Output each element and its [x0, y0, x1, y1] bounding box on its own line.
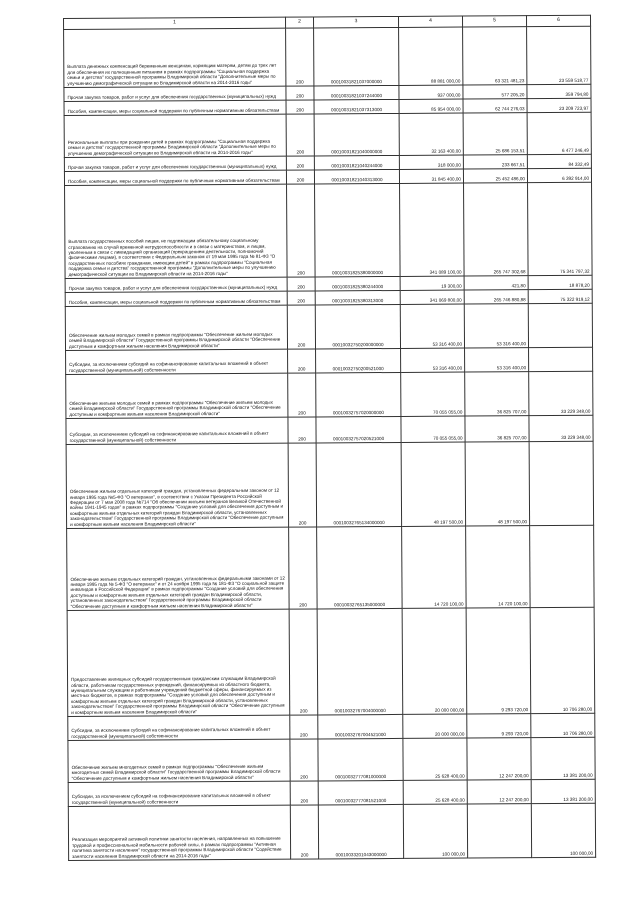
budget-code-cell: 00010031821040313000	[314, 169, 399, 184]
executed-amount-cell: 62 744 276,03	[463, 99, 527, 113]
approved-amount-cell: 937 000,00	[399, 85, 463, 99]
approved-amount-cell: 341 069 800,00	[400, 290, 464, 304]
budget-code-cell: 00010031821037244000	[314, 85, 399, 100]
remaining-amount-cell: 13 381 200,00	[531, 779, 595, 803]
remaining-amount-cell: 84 332,49	[527, 154, 591, 168]
executed-amount-cell: 265 747 302,68	[464, 183, 529, 276]
description-cell: Региональные выплаты при рождении детей в рамках подпрограммы "Социальная поддержка семьи и детства" государственной программы Владимирской области "Дополнительные меры по улучшению демографической ситуации во Владимирской области на 2014-2016 годы"	[64, 114, 286, 157]
column-header: 2	[285, 17, 313, 28]
executed-amount-cell: 48 197 500,00	[465, 442, 530, 526]
budget-code-cell: 00010032777081000000	[318, 738, 403, 781]
description-cell: Обеспечение жильем отдельных категорий граждан, установленных федеральными законами от 12 января 1995 года № 5-ФЗ "О ветеранах" и от 24 ноября 1995 года № 181-ФЗ "О социальной защите инвалидов в Российской Федерации" в рамках подпрограммы "Создание условий для обеспечения доступным и комфортным жильем отдельных категорий граждан Владимирской области, установленных законодательством" Государственной программы Владимирской области "Обеспечение доступным и комфортным жильем населения Владимирской области"	[67, 527, 289, 610]
budget-code-cell: 00010033201043000000	[318, 804, 403, 859]
executed-amount-cell: 577 205,20	[463, 85, 527, 99]
approved-amount-cell: 341 089 100,00	[400, 183, 465, 276]
line-code-cell: 200	[286, 170, 314, 184]
line-code-cell: 200	[290, 739, 318, 781]
description-cell: Прочая закупка товаров, работ и услуг для обеспечения государственных (муниципальных) нужд	[65, 277, 287, 292]
remaining-amount-cell: 359 794,80	[527, 84, 591, 98]
executed-amount-cell	[467, 804, 531, 858]
table-row	[65, 182, 593, 278]
approved-amount-cell: 19 300,00	[400, 276, 464, 290]
budget-code-cell: 00010031825380313000	[315, 290, 400, 305]
budget-code-cell: 00010032765134000000	[316, 442, 402, 527]
remaining-amount-cell	[530, 525, 594, 607]
executed-amount-cell: 25 686 153,51	[463, 113, 527, 155]
table-row	[68, 713, 595, 740]
remaining-amount-cell: 75 341 797,32	[528, 182, 593, 275]
remaining-amount-cell: 100 000,00	[531, 803, 595, 857]
executed-amount-cell: 9 293 720,00	[467, 714, 531, 738]
table-row	[68, 779, 595, 806]
approved-amount-cell: 20 000 000,00	[402, 608, 467, 714]
description-cell: Пособия, компенсации, меры социальной поддержки по публичным нормативным обязательствам	[64, 100, 286, 115]
line-code-cell: 200	[288, 349, 316, 373]
remaining-amount-cell: 13 381 200,00	[531, 737, 595, 779]
description-cell: Выплата государственных пособий лицам, не подлежащим обязательному социальному страхованию на случай временной нетрудоспособности и в связи с материнством, и лицам, уволенным в связи с ликвидацией организаций (прекращением деятельности, полномочий физическими лицами), в соответствии с Федеральным законом от 19 мая 1995 года № 81-ФЗ "О государственных пособиях гражданам, имеющим детей" в рамках подпрограммы "Социальная поддержка семьи и детства" государственной программы "Дополнительные меры по улучшению демографической ситуации во Владимирской области на 2014-2016 годы"	[65, 184, 288, 278]
document-page	[63, 15, 595, 861]
budget-code-cell: 00010032757020521000	[316, 416, 401, 443]
table-row	[66, 371, 593, 418]
table-row	[66, 415, 593, 444]
executed-amount-cell: 9 293 720,00	[466, 608, 531, 714]
line-code-cell: 200	[286, 156, 314, 170]
executed-amount-cell: 265 746 880,88	[464, 290, 528, 304]
remaining-amount-cell	[529, 441, 594, 525]
description-cell: Предоставление жилищных субсидий государственным гражданским служащим Владимирской области, работникам государственных учреждений, финансируемых из областного бюджета, муниципальным служащим и работникам учреждений бюджетной сферы, финансируемых из местных бюджетов, в рамках подпрограммы "Создание условий для обеспечения доступным и комфортным жильем отдельных категорий граждан Владимирской области, установленных законодательством" Государственной программы Владимирской области "Обеспечение доступным и комфортным жильем населения Владимирской области"	[67, 609, 290, 716]
line-code-cell: 200	[290, 781, 318, 805]
description-cell: Субсидии, за исключением субсидий на софинансирование капитальных вложений в объект государственной (муниципальной) собственности	[68, 715, 290, 740]
executed-amount-cell: 25 452 486,00	[463, 169, 527, 183]
executed-amount-cell: 233 667,51	[463, 155, 527, 169]
remaining-amount-cell: 23 209 723,97	[527, 98, 591, 112]
column-header: 6	[526, 15, 590, 26]
table-row	[64, 112, 591, 157]
line-code-cell: 200	[288, 443, 317, 527]
remaining-amount-cell: 6 392 914,00	[527, 168, 591, 182]
approved-amount-cell: 20 000 000,00	[403, 714, 467, 738]
table-row	[68, 737, 595, 782]
budget-code-cell: 00010031821040000000	[314, 113, 399, 156]
approved-amount-cell: 70 055 055,00	[401, 416, 465, 442]
remaining-amount-cell: 75 322 919,12	[528, 289, 592, 303]
remaining-amount-cell: 33 229 348,00	[529, 371, 593, 415]
executed-amount-cell: 53 316 400,00	[464, 304, 528, 348]
executed-amount-cell: 36 825 707,00	[465, 372, 529, 416]
budget-table	[63, 15, 596, 861]
description-cell: Обеспечение жильем молодых семей в рамках подпрограммы "Обеспечение жильем молодых семей Владимирской области" Государственной программы Владимирской области "Обеспечение доступным и комфортным жильем населения Владимирской области"	[66, 373, 288, 418]
line-code-cell: 200	[286, 100, 314, 114]
description-cell: Субсидии, за исключением субсидий на софинансирование капитальных вложений в объект государственной (муниципальной) собственности	[66, 349, 288, 374]
approved-amount-cell: 318 000,00	[399, 155, 463, 169]
executed-amount-cell: 14 720 100,00	[466, 526, 530, 608]
executed-amount-cell: 12 247 200,00	[467, 738, 531, 780]
description-cell: Субсидии, за исключением субсидий на софинансирование капитальных вложений в объект государственной (муниципальной) собственности	[66, 417, 288, 444]
remaining-amount-cell: 33 229 348,00	[529, 415, 593, 441]
remaining-amount-cell: 23 559 518,77	[527, 26, 591, 84]
budget-code-cell: 00010032765135000000	[317, 526, 402, 609]
line-code-cell: 200	[287, 277, 315, 291]
table-row	[67, 525, 594, 610]
line-code-cell: 200	[288, 373, 316, 417]
budget-code-cell: 00010031821040244000	[314, 155, 399, 170]
description-cell: Реализация мероприятий активной политики занятости населения, направленных на повышение трудовой и профессиональной мобильности рабочей силы, в рамках подпрограммы "Активная политика занятости населения" государственной программы Владимирской области "Содействие занятости населения Владимирской области на 2014-2016 годы"	[68, 805, 290, 860]
description-cell: Прочая закупка товаров, работ и услуг для обеспечения государственных (муниципальных) нужд	[64, 86, 286, 101]
executed-amount-cell: 63 321 481,23	[463, 27, 527, 85]
remaining-amount-cell	[529, 347, 593, 371]
budget-code-cell: 00010031825380244000	[315, 276, 400, 291]
line-code-cell: 200	[286, 86, 314, 100]
table-row	[64, 26, 591, 87]
approved-amount-cell: 88 881 000,00	[399, 27, 463, 85]
budget-code-cell: 00010031825380000000	[315, 183, 401, 277]
line-code-cell: 200	[289, 609, 318, 715]
remaining-amount-cell: 10 706 280,00	[530, 607, 595, 713]
budget-code-cell: 00010032750200521000	[316, 348, 401, 373]
description-cell: Прочая закупка товаров, работ и услуг для обеспечения государственных (муниципальных) нужд	[64, 156, 286, 171]
line-code-cell: 200	[287, 184, 316, 277]
approved-amount-cell: 31 845 400,00	[399, 169, 463, 183]
remaining-amount-cell	[528, 303, 592, 347]
executed-amount-cell: 421,80	[464, 276, 528, 290]
executed-amount-cell: 53 316 400,00	[465, 348, 529, 372]
budget-code-cell: 00010031821037313000	[314, 99, 399, 114]
approved-amount-cell: 70 055 055,00	[401, 372, 465, 416]
remaining-amount-cell: 6 477 246,49	[527, 112, 591, 154]
column-header: 4	[398, 16, 462, 27]
table-row	[65, 303, 592, 350]
budget-code-cell: 00010032777081521000	[318, 780, 403, 805]
approved-amount-cell: 53 316 400,00	[400, 304, 464, 348]
line-code-cell: 200	[288, 417, 316, 443]
description-cell: Пособия, компенсации, меры социальной поддержки по публичным нормативным обязательствам	[64, 170, 286, 185]
approved-amount-cell: 14 720 100,00	[402, 526, 466, 608]
description-cell: Обеспечение жильем молодых семей в рамках подпрограммы "Обеспечение жильем молодых семей Владимирской области" Государственной программы Владимирской области "Обеспечение доступным и комфортным жильем населения Владимирской области"	[65, 305, 287, 350]
line-code-cell: 200	[290, 805, 318, 859]
approved-amount-cell: 48 197 500,00	[401, 442, 466, 526]
budget-code-cell: 00010032767004000000	[317, 608, 403, 715]
approved-amount-cell: 53 316 400,00	[401, 348, 465, 372]
column-header: 1	[64, 17, 286, 29]
table-row	[66, 441, 594, 528]
line-code-cell: 200	[287, 291, 315, 305]
description-cell: Субсидии, за исключением субсидий на софинансирование капитальных вложений в объект государственной (муниципальной) собственности	[68, 781, 290, 806]
line-code-cell: 200	[286, 114, 314, 156]
executed-amount-cell: 12 247 200,00	[467, 780, 531, 804]
approved-amount-cell: 85 954 000,00	[399, 99, 463, 113]
description-cell: Выплата денежных компенсаций беременным женщинам, кормящим матерям, детям до трех лет для обеспечения их полноценным питанием в рамках подпрограммы "Социальная поддержка семьи и детства" государственной программы Владимирской области "Дополнительные меры по улучшению демографической ситуации во Владимирской области на 2014-2016 годы"	[64, 28, 286, 87]
remaining-amount-cell: 10 706 280,00	[531, 713, 595, 737]
column-header: 5	[462, 16, 526, 27]
budget-code-cell: 00010032750200000000	[315, 304, 400, 349]
budget-code-cell: 00010031821037000000	[314, 27, 399, 86]
budget-code-cell: 00010032767004521000	[318, 714, 403, 739]
column-header: 3	[313, 16, 398, 28]
description-cell: Пособия, компенсации, меры социальной поддержки по публичным нормативным обязательствам	[65, 291, 287, 306]
executed-amount-cell: 36 825 707,00	[465, 416, 529, 442]
approved-amount-cell: 32 163 400,00	[399, 113, 463, 155]
description-cell: Обеспечение жильем многодетных семей в рамках подпрограммы "Обеспечение жильем многодетных семей Владимирской области" Государственной программы Владимирской области "Обеспечение доступным и комфортным жильем населения Владимирской области"	[68, 739, 290, 782]
table-row	[68, 803, 595, 860]
line-code-cell: 200	[287, 305, 315, 349]
approved-amount-cell: 25 628 400,00	[403, 738, 467, 780]
description-cell: Обеспечение жильем отдельных категорий граждан, установленных федеральным законом от 12 января 1995 года №5-ФЗ "О ветеранах", в соответствии с Указом Президента Российской Федерации от 7 мая 2008 года №714 "Об обеспечении жильем ветеранов Великой Отечественной войны 1941-1945 годов" в рамках подпрограммы "Создание условий для обеспечения доступным и комфортным жильем отдельных категорий граждан Владимирской области, установленных законодательством" Государственной программы Владимирской области "Обеспечение доступным и комфортным жильем населения Владимирской области"	[66, 443, 289, 528]
line-code-cell: 200	[286, 28, 314, 86]
approved-amount-cell: 25 628 400,00	[403, 780, 467, 804]
table-body	[64, 26, 596, 860]
line-code-cell: 200	[289, 527, 318, 609]
remaining-amount-cell: 18 878,20	[528, 275, 592, 289]
approved-amount-cell: 100 000,00	[403, 804, 467, 858]
table-row	[66, 347, 593, 374]
line-code-cell: 200	[290, 715, 318, 739]
budget-code-cell: 00010032757020000000	[316, 372, 401, 417]
table-row	[67, 607, 595, 716]
